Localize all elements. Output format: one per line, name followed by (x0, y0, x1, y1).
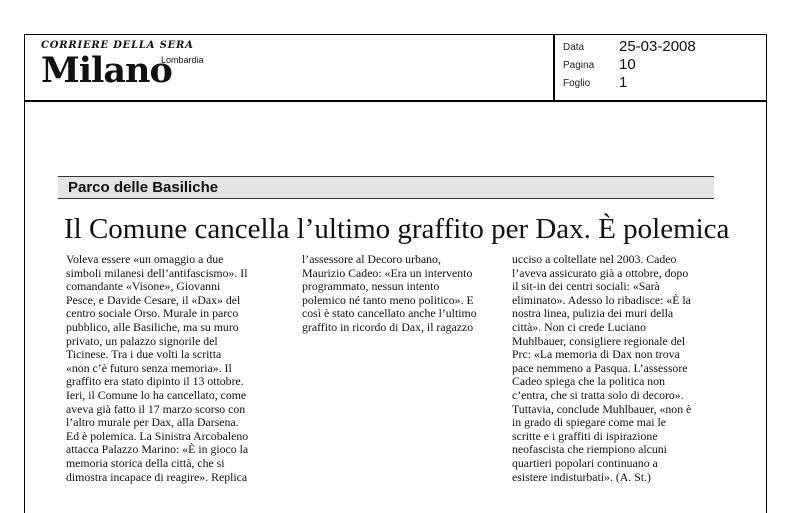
article-line: programmato, nessun intento (302, 279, 440, 294)
article-headline: Il Comune cancella l’ultimo graffito per Dax. È polemica (64, 213, 730, 245)
article-line: polemico né tanto meno politico». E (302, 292, 474, 307)
article-line: attacca Palazzo Marino: «È in gioco la (66, 442, 249, 457)
article-line: aveva già fatto il 17 marzo scorso con (66, 401, 246, 416)
article-kicker: Parco delle Basiliche (68, 179, 219, 196)
article-line: memoria storica della città, che si (66, 455, 225, 470)
article-line: centro sociale Orso. Murale in parco (66, 306, 239, 321)
article-line: Cadeo spiega che la politica non (512, 374, 665, 389)
meta-label: Data (563, 42, 585, 53)
article-column-2 (302, 253, 490, 335)
meta-label: Pagina (563, 60, 595, 71)
article-line: c’entra, che si tratta solo di decoro». (512, 387, 684, 402)
meta-row-sheet (563, 74, 763, 92)
article-line: pubblico, alle Basiliche, ma su muro (66, 319, 239, 334)
article-line: scritte e i graffiti di ispirazione (512, 428, 658, 443)
article-line: il sit-in dei centri sociali: «Sarà (512, 279, 660, 294)
masthead-panel (24, 34, 554, 101)
article-line: dimostra incapace di reagire». Replica (66, 469, 248, 484)
article-line: Muhlbauer, consigliere regionale del (512, 333, 686, 348)
article-line: ucciso a coltellate nel 2003. Cadeo (512, 252, 677, 266)
article-line: graffito era stato dipinto il 13 ottobre. (66, 374, 244, 389)
article-line: neofascista che riempiono alcuni (512, 442, 667, 457)
article-line: Prc: «La memoria di Dax non trova (512, 347, 680, 362)
meta-value: 1 (619, 74, 628, 91)
article-column-1 (66, 253, 288, 484)
article-line: Voleva essere «un omaggio a due (66, 252, 224, 266)
article-line: Ticinese. Tra i due volti la scritta (66, 347, 222, 362)
article-line: comandante «Visone», Giovanni (66, 279, 221, 294)
article-line: eliminato». Adesso lo ribadisce: «È la (512, 292, 691, 307)
article-kicker-bar (58, 176, 714, 199)
article-line: simboli milanesi dell’antifascismo». Il (66, 265, 248, 280)
article-line: in grado di spiegare come mai le (512, 415, 666, 430)
article-line: privato, un palazzo signorile del (66, 333, 218, 348)
masthead-region: Lombardia (161, 55, 204, 65)
article-line: quartieri popolari continuano a (512, 455, 658, 470)
article-line: Ieri, il Comune lo ha cancellato, come (66, 387, 247, 402)
masthead-newspaper-name: CORRIERE DELLA SERA (41, 40, 194, 51)
meta-row-date (563, 38, 763, 56)
article-line: Ed è polemica. La Sinistra Arcobaleno (66, 428, 249, 443)
article-line: esistere indisturbati». (A. St.) (512, 469, 651, 484)
article-line: pace nemmeno a Pasqua. L’assessore (512, 360, 688, 375)
article-column-3 (512, 253, 712, 484)
meta-label: Foglio (563, 78, 591, 89)
masthead-edition-logo: Milano (41, 50, 172, 91)
article-line: Tuttavia, conclude Muhlbauer, «non è (512, 401, 692, 416)
article-line: città». Non ci crede Luciano (512, 319, 646, 334)
article-line: Pesce, e Davide Cesare, il «Dax» del (66, 292, 241, 307)
article-line: l’aveva assicurato già a ottobre, dopo (512, 265, 689, 280)
meta-value: 25-03-2008 (619, 38, 696, 55)
meta-value: 10 (619, 56, 636, 73)
article-line: così è stato cancellato anche l’ultimo (302, 306, 477, 321)
metadata-panel (554, 34, 767, 101)
article-line: graffito in ricordo di Dax, il ragazzo (302, 319, 474, 334)
article-line: l’altro murale per Dax, alla Darsena. (66, 415, 239, 430)
article-line: Maurizio Cadeo: «Era un intervento (302, 265, 473, 280)
meta-row-page (563, 56, 763, 74)
article-line: «non c’è futuro senza memoria». Il (66, 360, 232, 375)
article-line: nostra linea, pulizia dei muri della (512, 306, 674, 321)
article-line: l’assessore al Decoro urbano, (302, 252, 441, 266)
